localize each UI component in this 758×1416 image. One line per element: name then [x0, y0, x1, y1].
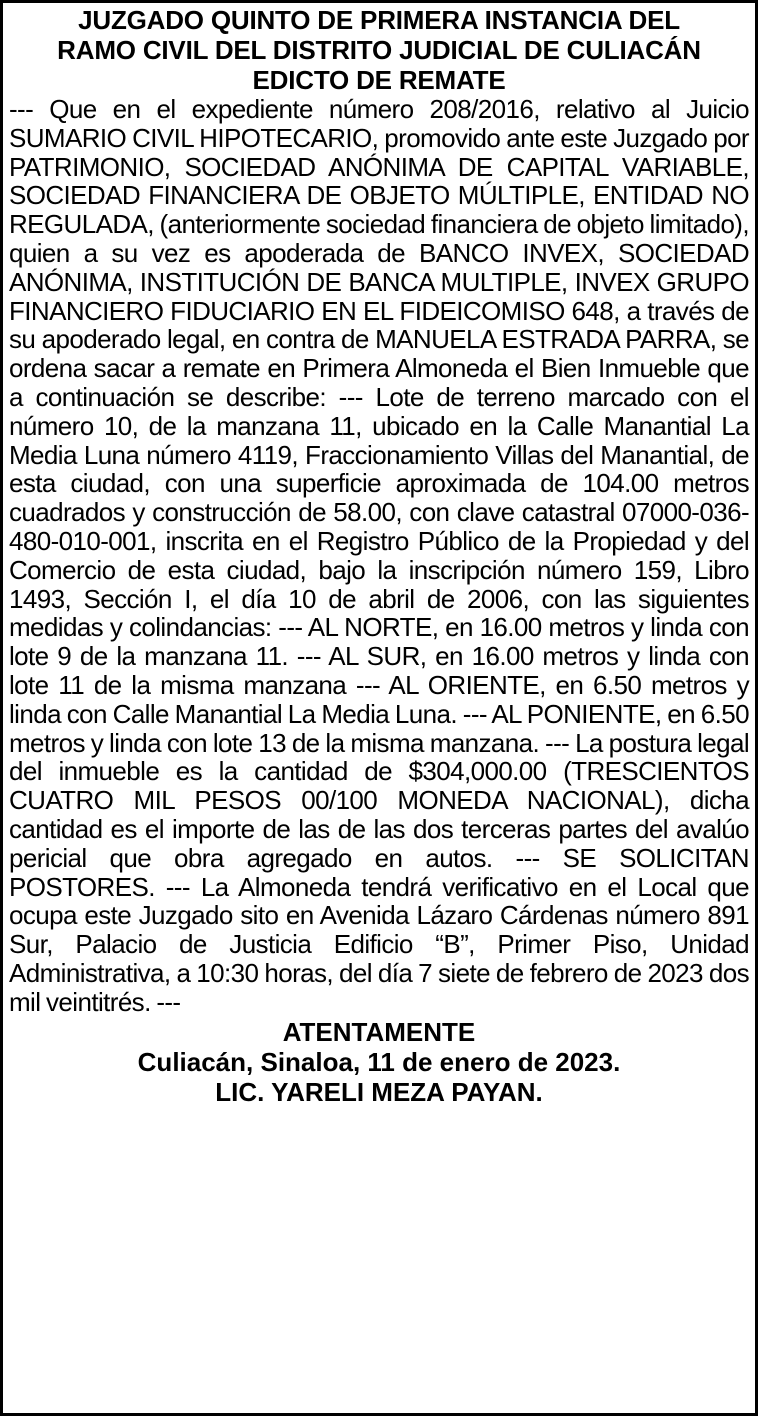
- notice-body: --- Que en el expediente número 208/2016, relativo al Juicio SUMARIO CIVIL HIPOTECARIO, promovido ante este Juzgado por PATRIMONIO, SOCIEDAD ANÓNIMA DE CAPITAL VARIABLE, SOCIEDAD FINANCIERA DE OBJETO MÚLTIPLE, ENTIDAD NO REGULADA, (anteriormente sociedad financiera de objeto limitado), quien a su vez es apoderada de BANCO INVEX, SOCIEDAD ANÓNIMA, INSTITUCIÓN DE BANCA MULTIPLE, INVEX GRUPO FINANCIERO FIDUCIARIO EN EL FIDEICOMISO 648, a través de su apoderado legal, en contra de MANUELA ESTRADA PARRA, se ordena sacar a remate en Primera Almoneda el Bien Inmueble que a continuación se describe: --- Lote de terreno marcado con el número 10, de la manzana 11, ubicado en la Calle Manantial La Media Luna número 4119, Fraccionamiento Villas del Manantial, de esta ciudad, con una superficie aproximada de 104.00 metros cuadrados y construcción de 58.00, con clave catastral 07000-036-480-010-001, inscrita en el Registro Público de la Propiedad y del Comercio de esta ciudad, bajo la inscripción número 159, Libro 1493, Sección I, el día 10 de abril de 2006, con las siguientes medidas y colindancias: --- AL NORTE, en 16.00 metros y linda con lote 9 de la manzana 11. --- AL SUR, en 16.00 metros y linda con lote 11 de la misma manzana --- AL ORIENTE, en 6.50 metros y linda con Calle Manantial La Media Luna. --- AL PONIENTE, en 6.50 metros y linda con lote 13 de la misma manzana. --- La postura legal del inmueble es la cantidad de $304,000.00 (TRESCIENTOS CUATRO MIL PESOS 00/100 MONEDA NACIONAL), dicha cantidad es el importe de las de las dos terceras partes del avalúo pericial que obra agregado en autos. --- SE SOLICITAN POSTORES. --- La Almoneda tendrá verificativo en el Local que ocupa este Juzgado sito en Avenida Lázaro Cárdenas número 891 Sur, Palacio de Justicia Edificio “B”, Primer Piso, Unidad Administrativa, a 10:30 horas, del día 7 siete de febrero de 2023 dos mil veintitrés. ---: [9, 94, 749, 1017]
- court-name-line-2: RAMO CIVIL DEL DISTRITO JUDICIAL DE CULIACÁN: [57, 35, 701, 65]
- signatory-name: LIC. YARELI MEZA PAYAN.: [215, 1076, 543, 1107]
- place-and-date: Culiacán, Sinaloa, 11 de enero de 2023.: [137, 1046, 621, 1077]
- court-name-line-1: JUZGADO QUINTO DE PRIMERA INSTANCIA DEL: [78, 5, 680, 35]
- closing-salutation: ATENTAMENTE: [282, 1016, 476, 1047]
- notice-title: EDICTO DE REMATE: [252, 65, 506, 95]
